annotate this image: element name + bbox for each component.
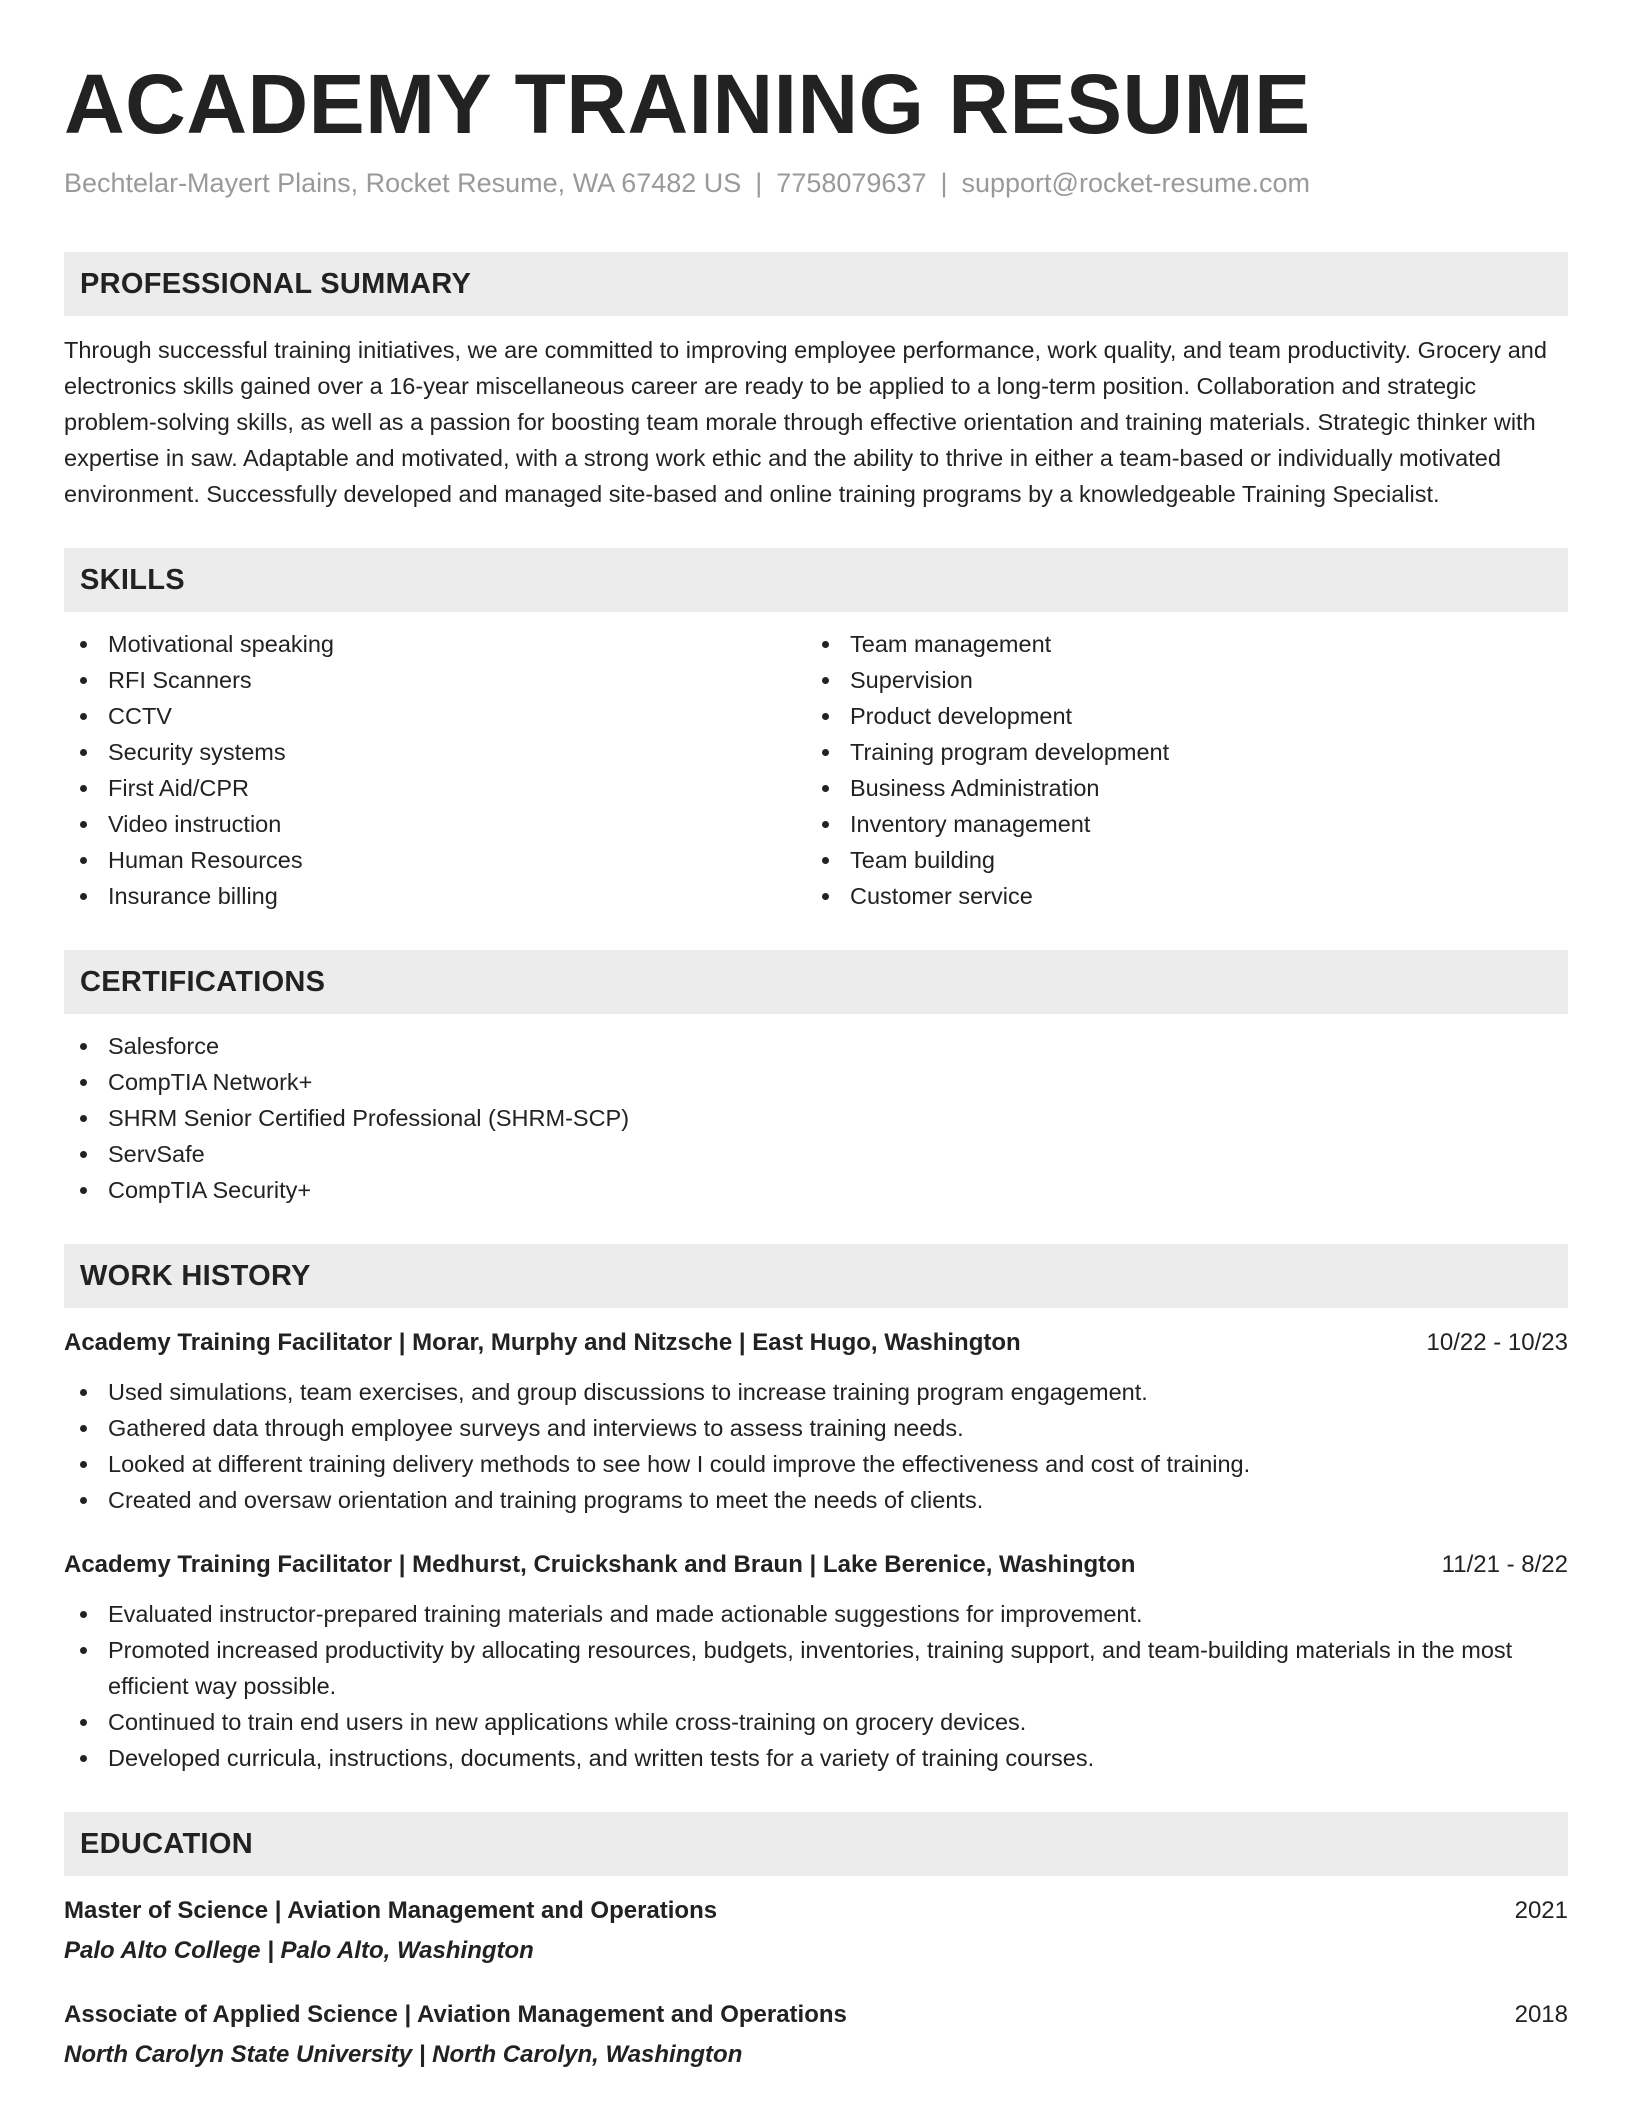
section-title: SKILLS bbox=[80, 563, 185, 596]
skill-item: Training program development bbox=[806, 734, 1548, 770]
section-title: EDUCATION bbox=[80, 1827, 253, 1860]
job-bullet: Promoted increased productivity by allocating resources, budgets, inventories, training support, and team-building materials in the most efficient way possible. bbox=[64, 1632, 1568, 1704]
skills-list-right bbox=[806, 626, 1548, 914]
job-title: Academy Training Facilitator | Medhurst, Cruickshank and Braun | Lake Berenice, Washington bbox=[64, 1551, 1136, 1578]
job-bullets bbox=[64, 1374, 1568, 1518]
certification-item: SHRM Senior Certified Professional (SHRM-SCP) bbox=[64, 1100, 1568, 1136]
skill-item: Customer service bbox=[806, 878, 1548, 914]
skill-item: Supervision bbox=[806, 662, 1548, 698]
summary-text: Through successful training initiatives, we are committed to improving employee performance, work quality, and team productivity. Grocery and electronics skills gained over a 16-year miscellaneous career are ready to be applied to a long-term position. Collaboration and strategic problem-solving skills, as well as a passion for boosting team morale through effective orientation and training materials. Strategic thinker with expertise in saw. Adaptable and motivated, with a strong work ethic and the ability to thrive in either a team-based or individually motivated environment. Successfully developed and managed site-based and online training programs by a knowledgeable Training Specialist. bbox=[64, 337, 1547, 507]
email-link[interactable]: support@rocket-resume.com bbox=[961, 168, 1311, 198]
job-title: Academy Training Facilitator | Morar, Murphy and Nitzsche | East Hugo, Washington bbox=[64, 1329, 1021, 1356]
section-header-summary bbox=[64, 252, 1568, 316]
education-header bbox=[64, 1998, 1568, 2032]
education-year: 2018 bbox=[1514, 2001, 1568, 2028]
section-header-certifications bbox=[64, 950, 1568, 1014]
job-dates: 10/22 - 10/23 bbox=[1426, 1329, 1568, 1356]
job-bullet: Created and oversaw orientation and training programs to meet the needs of clients. bbox=[64, 1482, 1568, 1518]
job-bullet: Continued to train end users in new applications while cross-training on grocery devices. bbox=[64, 1704, 1568, 1740]
job-bullet: Developed curricula, instructions, documents, and written tests for a variety of training courses. bbox=[64, 1740, 1568, 1776]
skill-item: RFI Scanners bbox=[64, 662, 806, 698]
skill-item: Security systems bbox=[64, 734, 806, 770]
certifications-list bbox=[64, 1028, 1568, 1208]
skill-item: Motivational speaking bbox=[64, 626, 806, 662]
skill-item: First Aid/CPR bbox=[64, 770, 806, 806]
skill-item: Insurance billing bbox=[64, 878, 806, 914]
education-year: 2021 bbox=[1514, 1897, 1568, 1924]
certification-item: CompTIA Security+ bbox=[64, 1172, 1568, 1208]
education-school: Palo Alto College | Palo Alto, Washington bbox=[64, 1937, 534, 1964]
skill-item: CCTV bbox=[64, 698, 806, 734]
job-header bbox=[64, 1326, 1568, 1360]
job-bullet: Evaluated instructor-prepared training materials and made actionable suggestions for improvement. bbox=[64, 1596, 1568, 1632]
section-title: PROFESSIONAL SUMMARY bbox=[80, 267, 472, 300]
separator: | bbox=[755, 168, 763, 198]
certification-item: ServSafe bbox=[64, 1136, 1568, 1172]
skill-item: Team management bbox=[806, 626, 1548, 662]
skill-item: Product development bbox=[806, 698, 1548, 734]
job-bullet: Looked at different training delivery methods to see how I could improve the effectiveness and cost of training. bbox=[64, 1446, 1568, 1482]
job-bullet: Used simulations, team exercises, and group discussions to increase training program engagement. bbox=[64, 1374, 1568, 1410]
skill-item: Video instruction bbox=[64, 806, 806, 842]
education-degree: Associate of Applied Science | Aviation Management and Operations bbox=[64, 2001, 847, 2028]
section-title: CERTIFICATIONS bbox=[80, 965, 326, 998]
skills-list-left bbox=[64, 626, 806, 914]
job-header bbox=[64, 1548, 1568, 1582]
skills-grid bbox=[64, 612, 1568, 914]
section-header-skills bbox=[64, 548, 1568, 612]
skill-item: Business Administration bbox=[806, 770, 1548, 806]
section-header-education bbox=[64, 1812, 1568, 1876]
section-title: WORK HISTORY bbox=[80, 1259, 311, 1292]
certification-item: CompTIA Network+ bbox=[64, 1064, 1568, 1100]
skill-item: Human Resources bbox=[64, 842, 806, 878]
contact-line bbox=[64, 166, 1568, 200]
skill-item: Team building bbox=[806, 842, 1548, 878]
address: Bechtelar-Mayert Plains, Rocket Resume, WA 67482 US bbox=[64, 168, 742, 198]
education-degree: Master of Science | Aviation Management and Operations bbox=[64, 1897, 718, 1924]
education-header bbox=[64, 1894, 1568, 1928]
separator: | bbox=[940, 168, 948, 198]
job-bullets bbox=[64, 1596, 1568, 1776]
resume-title: ACADEMY TRAINING RESUME bbox=[64, 57, 1311, 151]
education-school: North Carolyn State University | North Carolyn, Washington bbox=[64, 2041, 743, 2068]
section-header-work-history bbox=[64, 1244, 1568, 1308]
job-dates: 11/21 - 8/22 bbox=[1441, 1551, 1568, 1578]
phone: 7758079637 bbox=[776, 168, 927, 198]
certification-item: Salesforce bbox=[64, 1028, 1568, 1064]
job-bullet: Gathered data through employee surveys and interviews to assess training needs. bbox=[64, 1410, 1568, 1446]
skill-item: Inventory management bbox=[806, 806, 1548, 842]
